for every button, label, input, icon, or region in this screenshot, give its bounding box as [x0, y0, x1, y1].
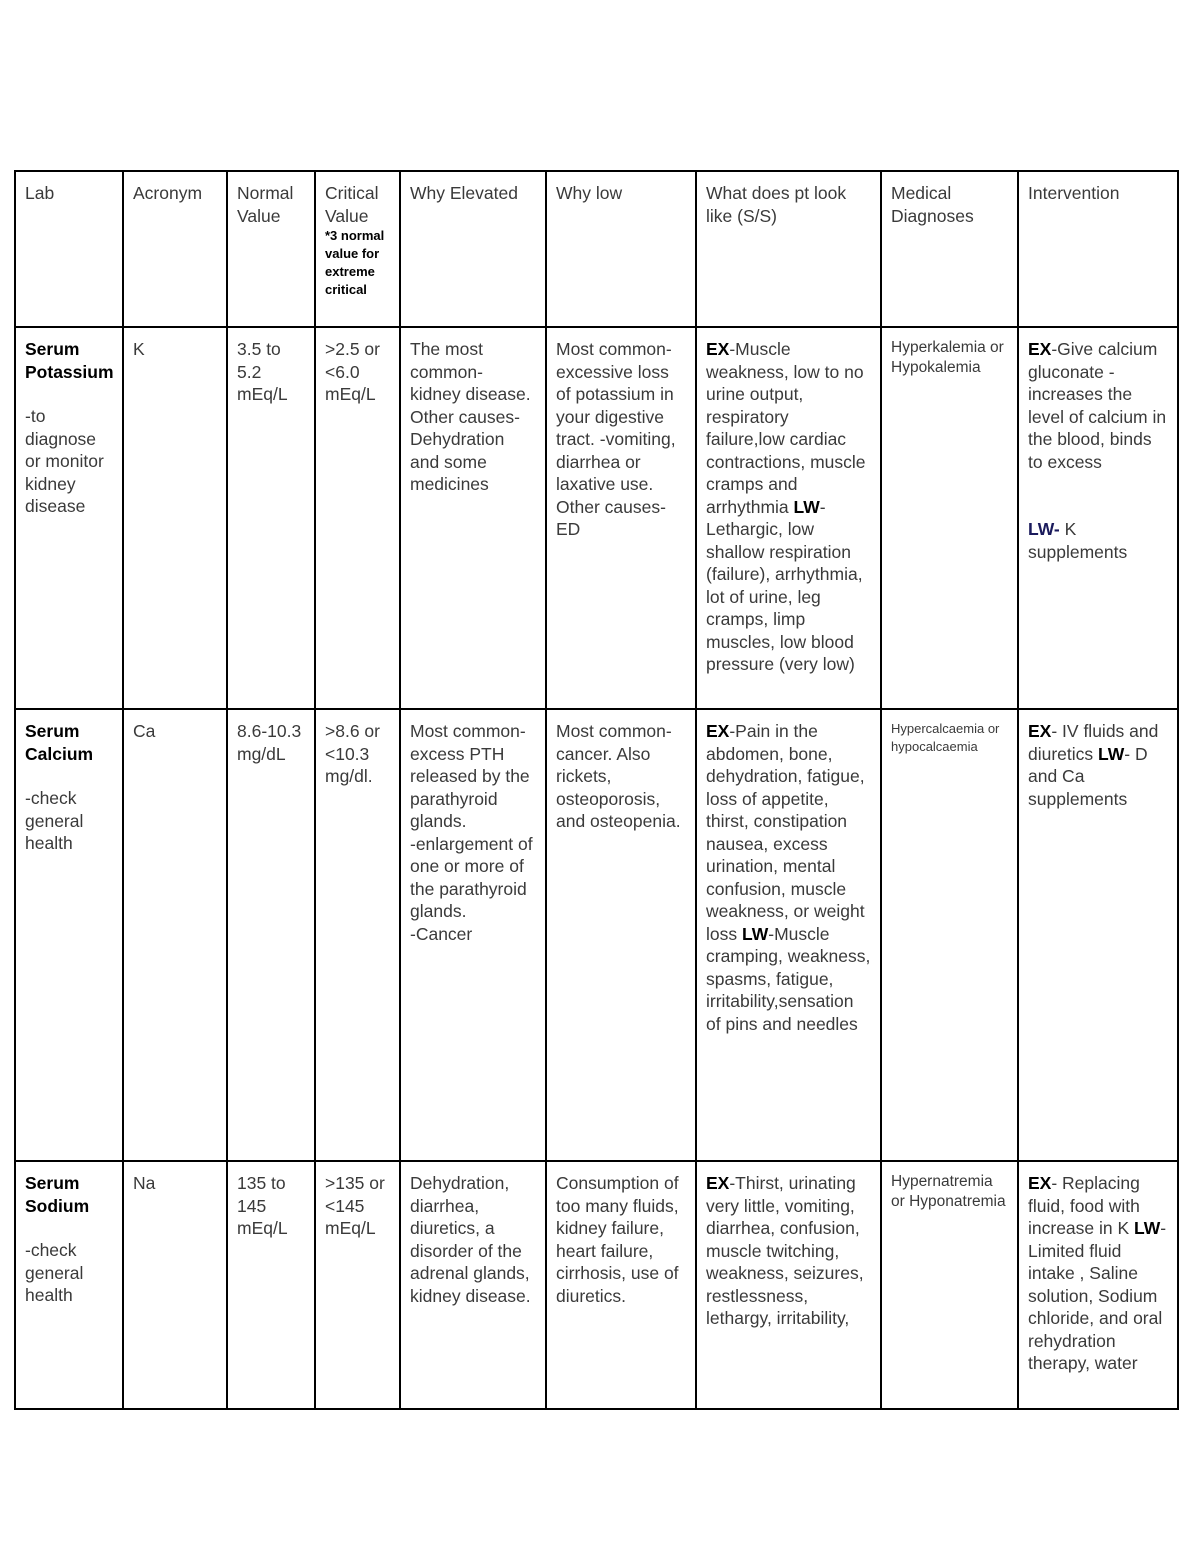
lab-name: Serum Calcium	[25, 721, 94, 764]
critical-value-cell: >135 or <145 mEq/L	[315, 1161, 400, 1409]
lab-description: -check general health	[25, 1240, 84, 1305]
intervention-cell: EX- IV fluids and diuretics LW- D and Ca supplements	[1018, 709, 1178, 1161]
diagnoses-cell: Hyperkalemia or Hypokalemia	[881, 327, 1018, 709]
why-low-cell: Most common- excessive loss of potassium in your digestive tract. -vomiting, diarrhea or laxative use. Other causes- ED	[546, 327, 696, 709]
header-why-elevated: Why Elevated	[400, 171, 546, 327]
header-critical-value: Critical Value *3 normal value for extreme critical	[315, 171, 400, 327]
diagnoses-cell: Hypercalcaemia or hypocalcaemia	[881, 709, 1018, 1161]
lab-cell	[15, 327, 123, 709]
header-row	[15, 171, 1178, 327]
normal-value-cell: 8.6-10.3 mg/dL	[227, 709, 315, 1161]
header-normal-value: Normal Value	[227, 171, 315, 327]
header-signs-symptoms: What does pt look like (S/S)	[696, 171, 881, 327]
normal-value-cell: 135 to 145 mEq/L	[227, 1161, 315, 1409]
lab-cell	[15, 709, 123, 1161]
why-elevated-cell: Dehydration, diarrhea, diuretics, a disorder of the adrenal glands, kidney disease.	[400, 1161, 546, 1409]
critical-value-cell: >8.6 or <10.3 mg/dl.	[315, 709, 400, 1161]
lab-cell	[15, 1161, 123, 1409]
lab-description: -check general health	[25, 788, 84, 853]
signs-symptoms-cell: EX-Pain in the abdomen, bone, dehydration, fatigue, loss of appetite, thirst, constipation nausea, excess urination, mental confusion, muscle weakness, or weight loss LW-Muscle cramping, weakness, spasms, fatigue, irritability,sensation of pins and needles	[696, 709, 881, 1161]
header-why-low: Why low	[546, 171, 696, 327]
header-acronym: Acronym	[123, 171, 227, 327]
why-low-cell: Most common- cancer. Also rickets, osteoporosis, and osteopenia.	[546, 709, 696, 1161]
acronym-cell: K	[123, 327, 227, 709]
signs-symptoms-cell: EX-Muscle weakness, low to no urine output, respiratory failure,low cardiac contractions, muscle cramps and arrhythmia LW-Lethargic, low shallow respiration (failure), arrhythmia, lot of urine, leg cramps, limp muscles, low blood pressure (very low)	[696, 327, 881, 709]
header-lab: Lab	[15, 171, 123, 327]
signs-symptoms-cell: EX-Thirst, urinating very little, vomiting, diarrhea, confusion, muscle twitching, weakness, seizures, restlessness, lethargy, irritability,	[696, 1161, 881, 1409]
header-intervention: Intervention	[1018, 171, 1178, 327]
why-elevated-cell: Most common- excess PTH released by the parathyroid glands. -enlargement of one or more of the parathyroid glands. -Cancer	[400, 709, 546, 1161]
table-row	[15, 327, 1178, 709]
lab-description: -to diagnose or monitor kidney disease	[25, 406, 104, 516]
lab-values-table	[14, 170, 1179, 1410]
diagnoses-cell: Hypernatremia or Hyponatremia	[881, 1161, 1018, 1409]
acronym-cell: Ca	[123, 709, 227, 1161]
normal-value-cell: 3.5 to 5.2 mEq/L	[227, 327, 315, 709]
header-medical-diagnoses: Medical Diagnoses	[881, 171, 1018, 327]
why-elevated-cell: The most common- kidney disease. Other causes- Dehydration and some medicines	[400, 327, 546, 709]
critical-value-cell: >2.5 or <6.0 mEq/L	[315, 327, 400, 709]
table-row	[15, 1161, 1178, 1409]
table-row	[15, 709, 1178, 1161]
acronym-cell: Na	[123, 1161, 227, 1409]
intervention-cell: EX- Replacing fluid, food with increase in K LW- Limited fluid intake , Saline solution, Sodium chloride, and oral rehydration therapy, water	[1018, 1161, 1178, 1409]
lab-name: Serum Potassium	[25, 339, 114, 382]
intervention-cell: EX-Give calcium gluconate -increases the level of calcium in the blood, binds to excess LW- K supplements	[1018, 327, 1178, 709]
critical-note: *3 normal value for extreme critical	[325, 228, 385, 297]
lab-name: Serum Sodium	[25, 1173, 90, 1216]
why-low-cell: Consumption of too many fluids, kidney failure, heart failure, cirrhosis, use of diuretics.	[546, 1161, 696, 1409]
